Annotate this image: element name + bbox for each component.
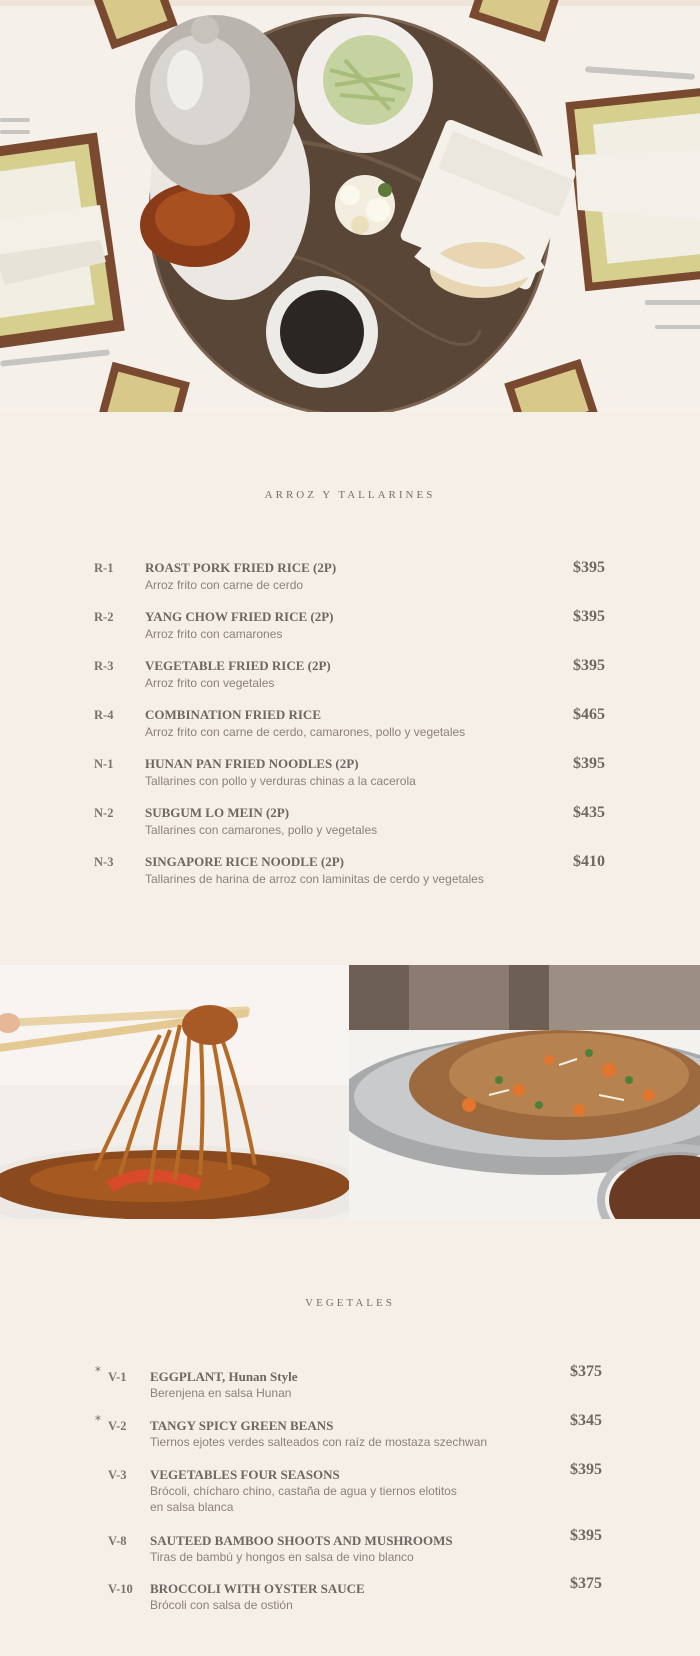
item-description: Brócoli, chícharo chino, castaña de agua y tiernos elotitos	[150, 1484, 457, 1498]
item-name: VEGETABLES FOUR SEASONS	[150, 1467, 340, 1482]
item-code: V-1	[108, 1370, 127, 1384]
menu-item	[0, 609, 700, 653]
item-description: Berenjena en salsa Hunan	[150, 1386, 292, 1400]
menu-item	[0, 805, 700, 849]
item-description: Tiras de bambú y hongos en salsa de vino blanco	[150, 1550, 414, 1564]
hero-illustration	[0, 0, 700, 412]
menu-item	[0, 658, 700, 702]
noodles-illustration	[0, 965, 349, 1219]
item-price: $435	[573, 804, 605, 821]
item-description: Tallarines de harina de arroz con laminitas de cerdo y vegetales	[145, 872, 484, 886]
item-name: EGGPLANT, Hunan Style	[150, 1369, 298, 1384]
item-name: SUBGUM LO MEIN (2P)	[145, 805, 290, 820]
item-name: COMBINATION FRIED RICE	[145, 707, 321, 722]
item-description: Arroz frito con carne de cerdo	[145, 578, 304, 592]
item-description-line2: en salsa blanca	[150, 1500, 234, 1514]
item-price: $395	[573, 608, 605, 625]
menu-item	[0, 1461, 700, 1525]
fried-rice-illustration	[349, 965, 700, 1219]
item-price: $375	[570, 1575, 602, 1592]
item-code: V-10	[108, 1582, 133, 1596]
menu-item	[0, 854, 700, 898]
item-name: YANG CHOW FRIED RICE (2P)	[145, 609, 334, 624]
menu-item	[0, 756, 700, 800]
menu-item	[0, 707, 700, 751]
item-code: V-3	[108, 1468, 127, 1482]
item-name: TANGY SPICY GREEN BEANS	[150, 1418, 334, 1433]
item-code: N-2	[94, 806, 114, 820]
item-code: R-3	[94, 659, 114, 673]
item-price: $395	[570, 1461, 602, 1478]
photo-noodles-chopsticks	[0, 965, 349, 1219]
item-description: Arroz frito con vegetales	[145, 676, 275, 690]
item-name: HUNAN PAN FRIED NOODLES (2P)	[145, 756, 359, 771]
item-name: ROAST PORK FRIED RICE (2P)	[145, 560, 337, 575]
item-description: Arroz frito con carne de cerdo, camarones, pollo y vegetales	[145, 725, 466, 739]
section-title-rice-noodles: ARROZ Y TALLARINES	[264, 489, 436, 501]
item-code: R-1	[94, 561, 114, 575]
item-price: $410	[573, 853, 605, 870]
item-code: V-2	[108, 1419, 127, 1433]
item-name: SINGAPORE RICE NOODLE (2P)	[145, 854, 344, 869]
spicy-icon: *	[95, 1364, 101, 1378]
item-price: $345	[570, 1412, 602, 1429]
menu-item	[0, 1575, 700, 1639]
menu-item	[0, 560, 700, 604]
item-price: $395	[573, 559, 605, 576]
item-description: Arroz frito con camarones	[145, 627, 283, 641]
section-title-vegetables: VEGETALES	[305, 1297, 395, 1309]
item-description: Tiernos ejotes verdes salteados con raíz de mostaza szechwan	[150, 1435, 488, 1449]
item-code: V-8	[108, 1534, 127, 1548]
item-name: VEGETABLE FRIED RICE (2P)	[145, 658, 331, 673]
item-description: Tallarines con pollo y verduras chinas a la cacerola	[145, 774, 416, 788]
item-name: BROCCOLI WITH OYSTER SAUCE	[150, 1581, 365, 1596]
spicy-icon: *	[95, 1413, 101, 1427]
item-price: $375	[570, 1363, 602, 1380]
item-code: R-2	[94, 610, 114, 624]
item-description: Brócoli con salsa de ostión	[150, 1598, 293, 1612]
item-price: $395	[573, 755, 605, 772]
item-description: Tallarines con camarones, pollo y vegetales	[145, 823, 378, 837]
item-code: R-4	[94, 708, 114, 722]
item-name: SAUTEED BAMBOO SHOOTS AND MUSHROOMS	[150, 1533, 453, 1548]
item-code: N-1	[94, 757, 114, 771]
item-price: $395	[570, 1527, 602, 1544]
photo-fried-rice	[349, 965, 700, 1219]
item-price: $395	[573, 657, 605, 674]
item-price: $465	[573, 706, 605, 723]
item-code: N-3	[94, 855, 114, 869]
hero-photo-peking-duck	[0, 0, 700, 412]
